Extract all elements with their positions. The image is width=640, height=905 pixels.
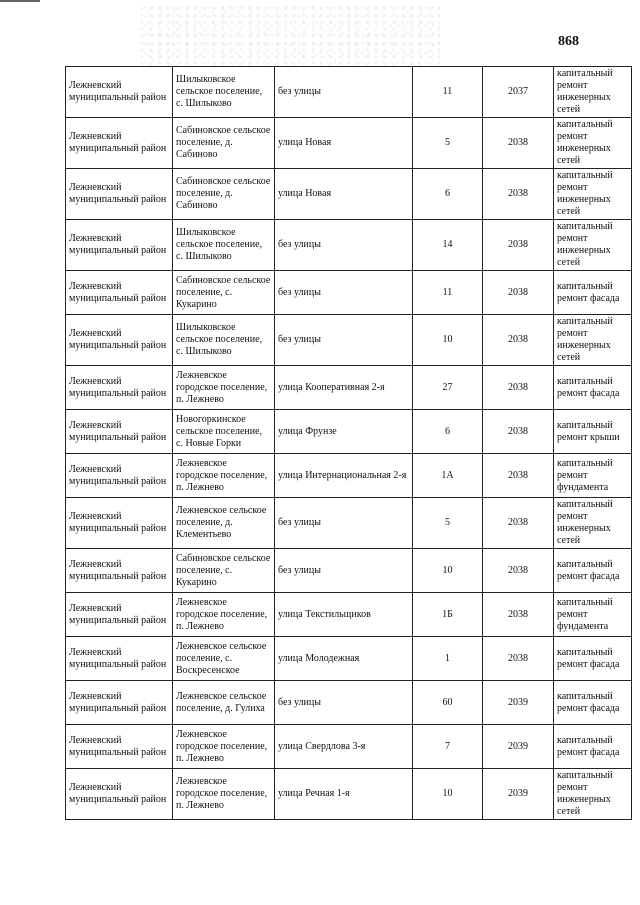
settlement-cell: Лежневское городское поселение, п. Лежнево	[173, 725, 275, 769]
work-type-cell: капитальный ремонт инженерных сетей	[554, 315, 632, 366]
district-cell: Лежневский муниципальный район	[66, 593, 173, 637]
street-cell: без улицы	[275, 271, 413, 315]
district-cell: Лежневский муниципальный район	[66, 498, 173, 549]
street-cell: улица Новая	[275, 169, 413, 220]
work-type-cell: капитальный ремонт инженерных сетей	[554, 67, 632, 118]
work-type-cell: капитальный ремонт инженерных сетей	[554, 769, 632, 820]
house-number-cell: 1Б	[413, 593, 483, 637]
work-type-cell: капитальный ремонт фасада	[554, 637, 632, 681]
street-cell: без улицы	[275, 681, 413, 725]
settlement-cell: Новогоркинское сельское поселение, с. Новые Горки	[173, 410, 275, 454]
house-number-cell: 7	[413, 725, 483, 769]
work-type-cell: капитальный ремонт фасада	[554, 681, 632, 725]
table-row	[66, 220, 632, 271]
work-type-cell: капитальный ремонт фасада	[554, 366, 632, 410]
repair-year-cell: 2039	[483, 769, 554, 820]
house-number-cell: 10	[413, 769, 483, 820]
district-cell: Лежневский муниципальный район	[66, 67, 173, 118]
work-type-cell: капитальный ремонт инженерных сетей	[554, 220, 632, 271]
table-row	[66, 366, 632, 410]
street-cell: без улицы	[275, 315, 413, 366]
table-row	[66, 593, 632, 637]
repair-year-cell: 2038	[483, 169, 554, 220]
repair-year-cell: 2039	[483, 725, 554, 769]
work-type-cell: капитальный ремонт фасада	[554, 549, 632, 593]
repair-year-cell: 2038	[483, 271, 554, 315]
street-cell: улица Новая	[275, 118, 413, 169]
house-number-cell: 5	[413, 118, 483, 169]
work-type-cell: капитальный ремонт фундамента	[554, 593, 632, 637]
repair-year-cell: 2038	[483, 498, 554, 549]
repair-year-cell: 2038	[483, 118, 554, 169]
district-cell: Лежневский муниципальный район	[66, 118, 173, 169]
table-row	[66, 681, 632, 725]
street-cell: улица Текстильщиков	[275, 593, 413, 637]
repair-year-cell: 2038	[483, 549, 554, 593]
house-number-cell: 1	[413, 637, 483, 681]
repair-year-cell: 2037	[483, 67, 554, 118]
house-number-cell: 60	[413, 681, 483, 725]
district-cell: Лежневский муниципальный район	[66, 271, 173, 315]
house-number-cell: 11	[413, 67, 483, 118]
settlement-cell: Лежневское городское поселение, п. Лежнево	[173, 593, 275, 637]
work-type-cell: капитальный ремонт крыши	[554, 410, 632, 454]
street-cell: улица Фрунзе	[275, 410, 413, 454]
repair-year-cell: 2038	[483, 315, 554, 366]
repair-year-cell: 2038	[483, 454, 554, 498]
district-cell: Лежневский муниципальный район	[66, 315, 173, 366]
settlement-cell: Лежневское городское поселение, п. Лежнево	[173, 769, 275, 820]
settlement-cell: Лежневское городское поселение, п. Лежнево	[173, 454, 275, 498]
work-type-cell: капитальный ремонт инженерных сетей	[554, 169, 632, 220]
settlement-cell: Сабиновское сельское поселение, с. Кукарино	[173, 271, 275, 315]
district-cell: Лежневский муниципальный район	[66, 637, 173, 681]
settlement-cell: Сабиновское сельское поселение, д. Сабиново	[173, 169, 275, 220]
house-number-cell: 10	[413, 549, 483, 593]
house-number-cell: 11	[413, 271, 483, 315]
house-number-cell: 14	[413, 220, 483, 271]
district-cell: Лежневский муниципальный район	[66, 681, 173, 725]
settlement-cell: Шилыковское сельское поселение, с. Шилыково	[173, 67, 275, 118]
street-cell: улица Речная 1-я	[275, 769, 413, 820]
street-cell: без улицы	[275, 549, 413, 593]
settlement-cell: Шилыковское сельское поселение, с. Шилыково	[173, 220, 275, 271]
settlement-cell: Сабиновское сельское поселение, с. Кукарино	[173, 549, 275, 593]
repair-year-cell: 2038	[483, 410, 554, 454]
repair-year-cell: 2039	[483, 681, 554, 725]
street-cell: улица Свердлова 3-я	[275, 725, 413, 769]
district-cell: Лежневский муниципальный район	[66, 220, 173, 271]
settlement-cell: Лежневское городское поселение, п. Лежнево	[173, 366, 275, 410]
scan-edge-mark	[0, 0, 40, 2]
district-cell: Лежневский муниципальный район	[66, 769, 173, 820]
page-number: 868	[558, 34, 579, 49]
house-number-cell: 10	[413, 315, 483, 366]
house-number-cell: 5	[413, 498, 483, 549]
scan-noise	[140, 6, 440, 66]
repair-year-cell: 2038	[483, 593, 554, 637]
repair-year-cell: 2038	[483, 220, 554, 271]
district-cell: Лежневский муниципальный район	[66, 725, 173, 769]
table-row	[66, 410, 632, 454]
housing-repair-table	[65, 66, 632, 820]
work-type-cell: капитальный ремонт инженерных сетей	[554, 118, 632, 169]
district-cell: Лежневский муниципальный район	[66, 169, 173, 220]
table-row	[66, 549, 632, 593]
street-cell: без улицы	[275, 220, 413, 271]
settlement-cell: Шилыковское сельское поселение, с. Шилыково	[173, 315, 275, 366]
settlement-cell: Лежневское сельское поселение, д. Клементьево	[173, 498, 275, 549]
table-row	[66, 769, 632, 820]
street-cell: без улицы	[275, 67, 413, 118]
table-body	[66, 67, 632, 820]
table-row	[66, 725, 632, 769]
table-row	[66, 169, 632, 220]
work-type-cell: капитальный ремонт фундамента	[554, 454, 632, 498]
street-cell: улица Молодежная	[275, 637, 413, 681]
house-number-cell: 27	[413, 366, 483, 410]
district-cell: Лежневский муниципальный район	[66, 410, 173, 454]
street-cell: улица Кооперативная 2-я	[275, 366, 413, 410]
district-cell: Лежневский муниципальный район	[66, 549, 173, 593]
house-number-cell: 6	[413, 169, 483, 220]
table-row	[66, 271, 632, 315]
street-cell: улица Интернациональная 2-я	[275, 454, 413, 498]
repair-year-cell: 2038	[483, 366, 554, 410]
table-row	[66, 498, 632, 549]
table-row	[66, 454, 632, 498]
street-cell: без улицы	[275, 498, 413, 549]
settlement-cell: Лежневское сельское поселение, с. Воскресенское	[173, 637, 275, 681]
table-row	[66, 315, 632, 366]
work-type-cell: капитальный ремонт фасада	[554, 271, 632, 315]
settlement-cell: Лежневское сельское поселение, д. Гулиха	[173, 681, 275, 725]
work-type-cell: капитальный ремонт фасада	[554, 725, 632, 769]
table-row	[66, 637, 632, 681]
work-type-cell: капитальный ремонт инженерных сетей	[554, 498, 632, 549]
district-cell: Лежневский муниципальный район	[66, 366, 173, 410]
repair-year-cell: 2038	[483, 637, 554, 681]
settlement-cell: Сабиновское сельское поселение, д. Сабиново	[173, 118, 275, 169]
district-cell: Лежневский муниципальный район	[66, 454, 173, 498]
table-row	[66, 118, 632, 169]
house-number-cell: 6	[413, 410, 483, 454]
house-number-cell: 1А	[413, 454, 483, 498]
table-row	[66, 67, 632, 118]
